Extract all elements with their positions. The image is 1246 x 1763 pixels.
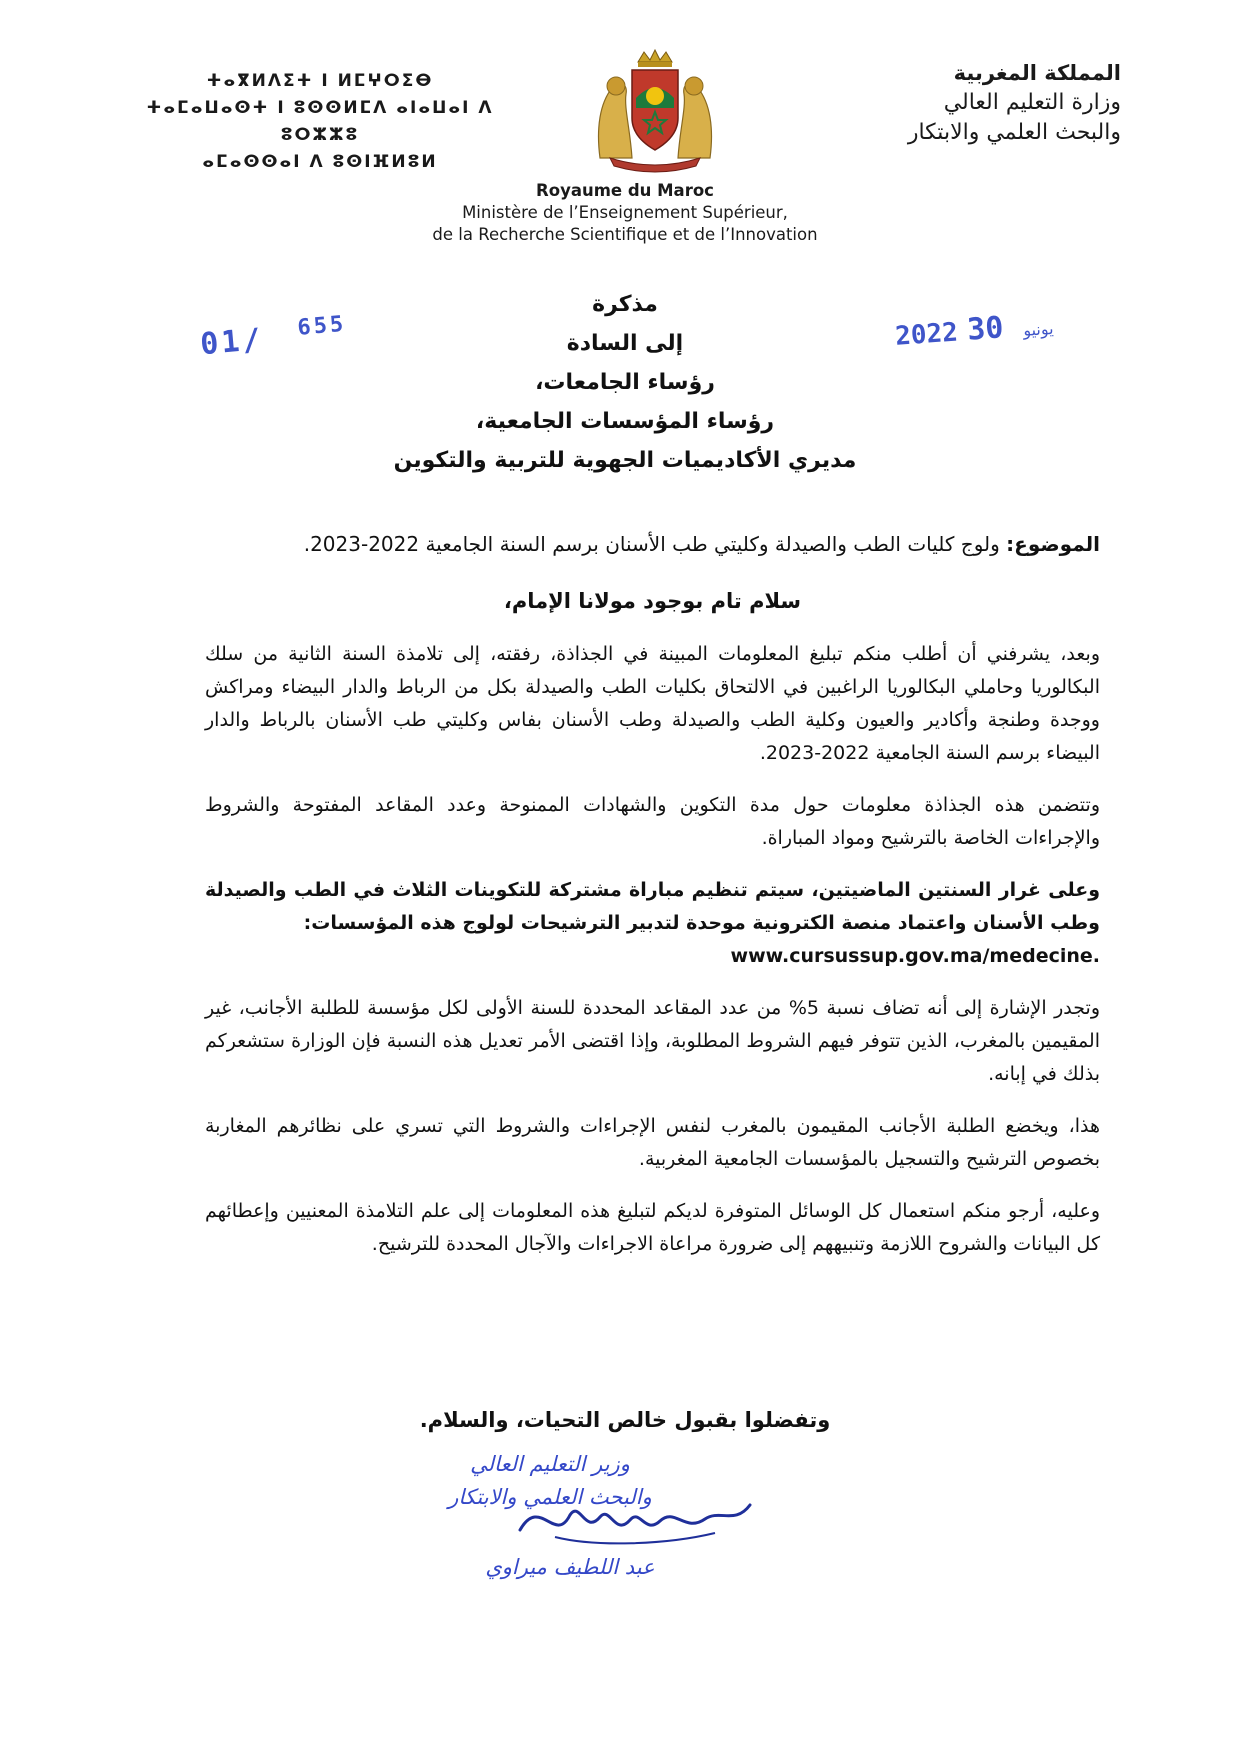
arabic-letterhead: [821, 58, 1121, 148]
french-kingdom-line: Royaume du Maroc: [536, 181, 714, 200]
reference-prefix: 01/: [198, 321, 265, 363]
arabic-kingdom-line: المملكة المغربية: [953, 61, 1121, 85]
addressee-block: [300, 285, 950, 480]
paragraph-2: وتتضمن هذه الجذاذة معلومات حول مدة التكوين والشهادات الممنوحة وعدد المقاعد المفتوحة والشروط والإجراءات الخاصة بالترشيح ومواد المباراة.: [205, 794, 1100, 849]
closing-line: وتفضلوا بقبول خالص التحيات، والسلام.: [419, 1408, 831, 1432]
handwritten-signature: [515, 1475, 755, 1555]
memo-label: مذكرة: [592, 292, 658, 317]
moroccan-coat-of-arms-icon: [590, 48, 720, 173]
paragraph-5: هذا، ويخضع الطلبة الأجانب المقيمون بالمغرب لنفس الإجراءات والشروط التي تسري على نظائرهم المغاربة بخصوص الترشيح والتسجيل بالمؤسسات الجامعية المغربية.: [205, 1115, 1100, 1170]
french-ministry-line-2: de la Recherche Scientifique et de l’Innovation: [432, 225, 818, 244]
platform-url[interactable]: www.cursussup.gov.ma/medecine.: [730, 945, 1100, 967]
paragraph-4: وتجدر الإشارة إلى أنه تضاف نسبة 5% من عدد المقاعد المحددة للسنة الأولى لكل مؤسسة للطلبة الأجانب، غير المقيمين بالمغرب، الذين تتوفر فيهم الشروط المطلوبة، وإذا اقتضى الأمر تعديل هذه النسبة فإن الوزارة ستشعركم بذلك في إبانه.: [205, 997, 1100, 1085]
addressee-line: رؤساء المؤسسات الجامعية،: [475, 409, 775, 434]
arabic-ministry-line: وزارة التعليم العالي: [943, 90, 1121, 115]
addressee-line: مديري الأكاديميات الجهوية للتربية والتكوين: [393, 448, 857, 473]
addressee-line: رؤساء الجامعات،: [535, 370, 715, 395]
subject-line: [205, 528, 1100, 561]
reference-number: 655: [296, 311, 348, 341]
tifinagh-line-2: ⵜⴰⵎⴰⵡⴰⵙⵜ ⵏ ⵓⵙⵙⵍⵎⴷ ⴰⵏⴰⵡⴰⵏ ⴷ ⵓⵔⵣⵣⵓ: [146, 98, 494, 145]
addressee-line: إلى السادة: [566, 331, 684, 356]
subject-label: الموضوع:: [1006, 532, 1100, 556]
paragraph-3: وعلى غرار السنتين الماضيتين، سيتم تنظيم مباراة مشتركة للتكوينات الثلاث في الطب والصيدلة وطب الأسنان واعتماد منصة الكترونية موحدة لتدبير الترشيحات لولوج هذه المؤسسات:: [205, 879, 1100, 934]
paragraph-1: وبعد، يشرفني أن أطلب منكم تبليغ المعلومات المبينة في الجذاذة، رفقته، إلى تلامذة السنة الثانية من سلك البكالوريا وحاملي البكالوريا الراغبين في الالتحاق بكليات الطب والصيدلة بكل من الرباط والدار البيضاء ومراكش ووجدة وطنجة وأكادير والعيون وكلية الطب والصيدلة وطب الأسنان بفاس وكليتي طب الأسنان بالرباط والدار البيضاء برسم السنة الجامعية 2022-2023.: [205, 643, 1100, 764]
tifinagh-line-3: ⴰⵎⴰⵙⵙⴰⵏ ⴷ ⵓⵙⵏⴼⵍⵓⵍ: [202, 152, 438, 172]
signature-title-line-1: وزير التعليم العالي: [470, 1452, 630, 1476]
french-ministry-line: Ministère de l’Enseignement Supérieur,: [462, 203, 788, 222]
date-day: 30: [966, 310, 1005, 348]
date-month: يونيو: [1022, 318, 1055, 340]
signature-title-line-2: والبحث العلمي والابتكار: [448, 1485, 652, 1509]
paragraph-6: وعليه، أرجو منكم استعمال كل الوسائل المتوفرة لديكم لتبليغ هذه المعلومات إلى علم التلامذة المعنيين وإعطائهم كل البيانات والشروح اللازمة وتنبيههم إلى ضرورة مراعاة الاجراءات والآجال المحددة للترشيح.: [205, 1200, 1100, 1255]
signatory-name: عبد اللطيف ميراوي: [485, 1555, 655, 1579]
tifinagh-line-1: ⵜⴰⴳⵍⴷⵉⵜ ⵏ ⵍⵎⵖⵔⵉⴱ: [206, 71, 434, 91]
greeting: سلام تام بوجود مولانا الإمام،: [503, 589, 802, 613]
subject-text: ولوج كليات الطب والصيدلة وكليتي طب الأسنان برسم السنة الجامعية 2022-2023.: [303, 532, 1007, 556]
arabic-ministry-line-2: والبحث العلمي والابتكار: [907, 120, 1121, 145]
letter-body: [205, 528, 1100, 1280]
date-year: 2022: [894, 317, 959, 352]
tifinagh-letterhead: [110, 68, 530, 176]
french-letterhead: [380, 180, 870, 246]
